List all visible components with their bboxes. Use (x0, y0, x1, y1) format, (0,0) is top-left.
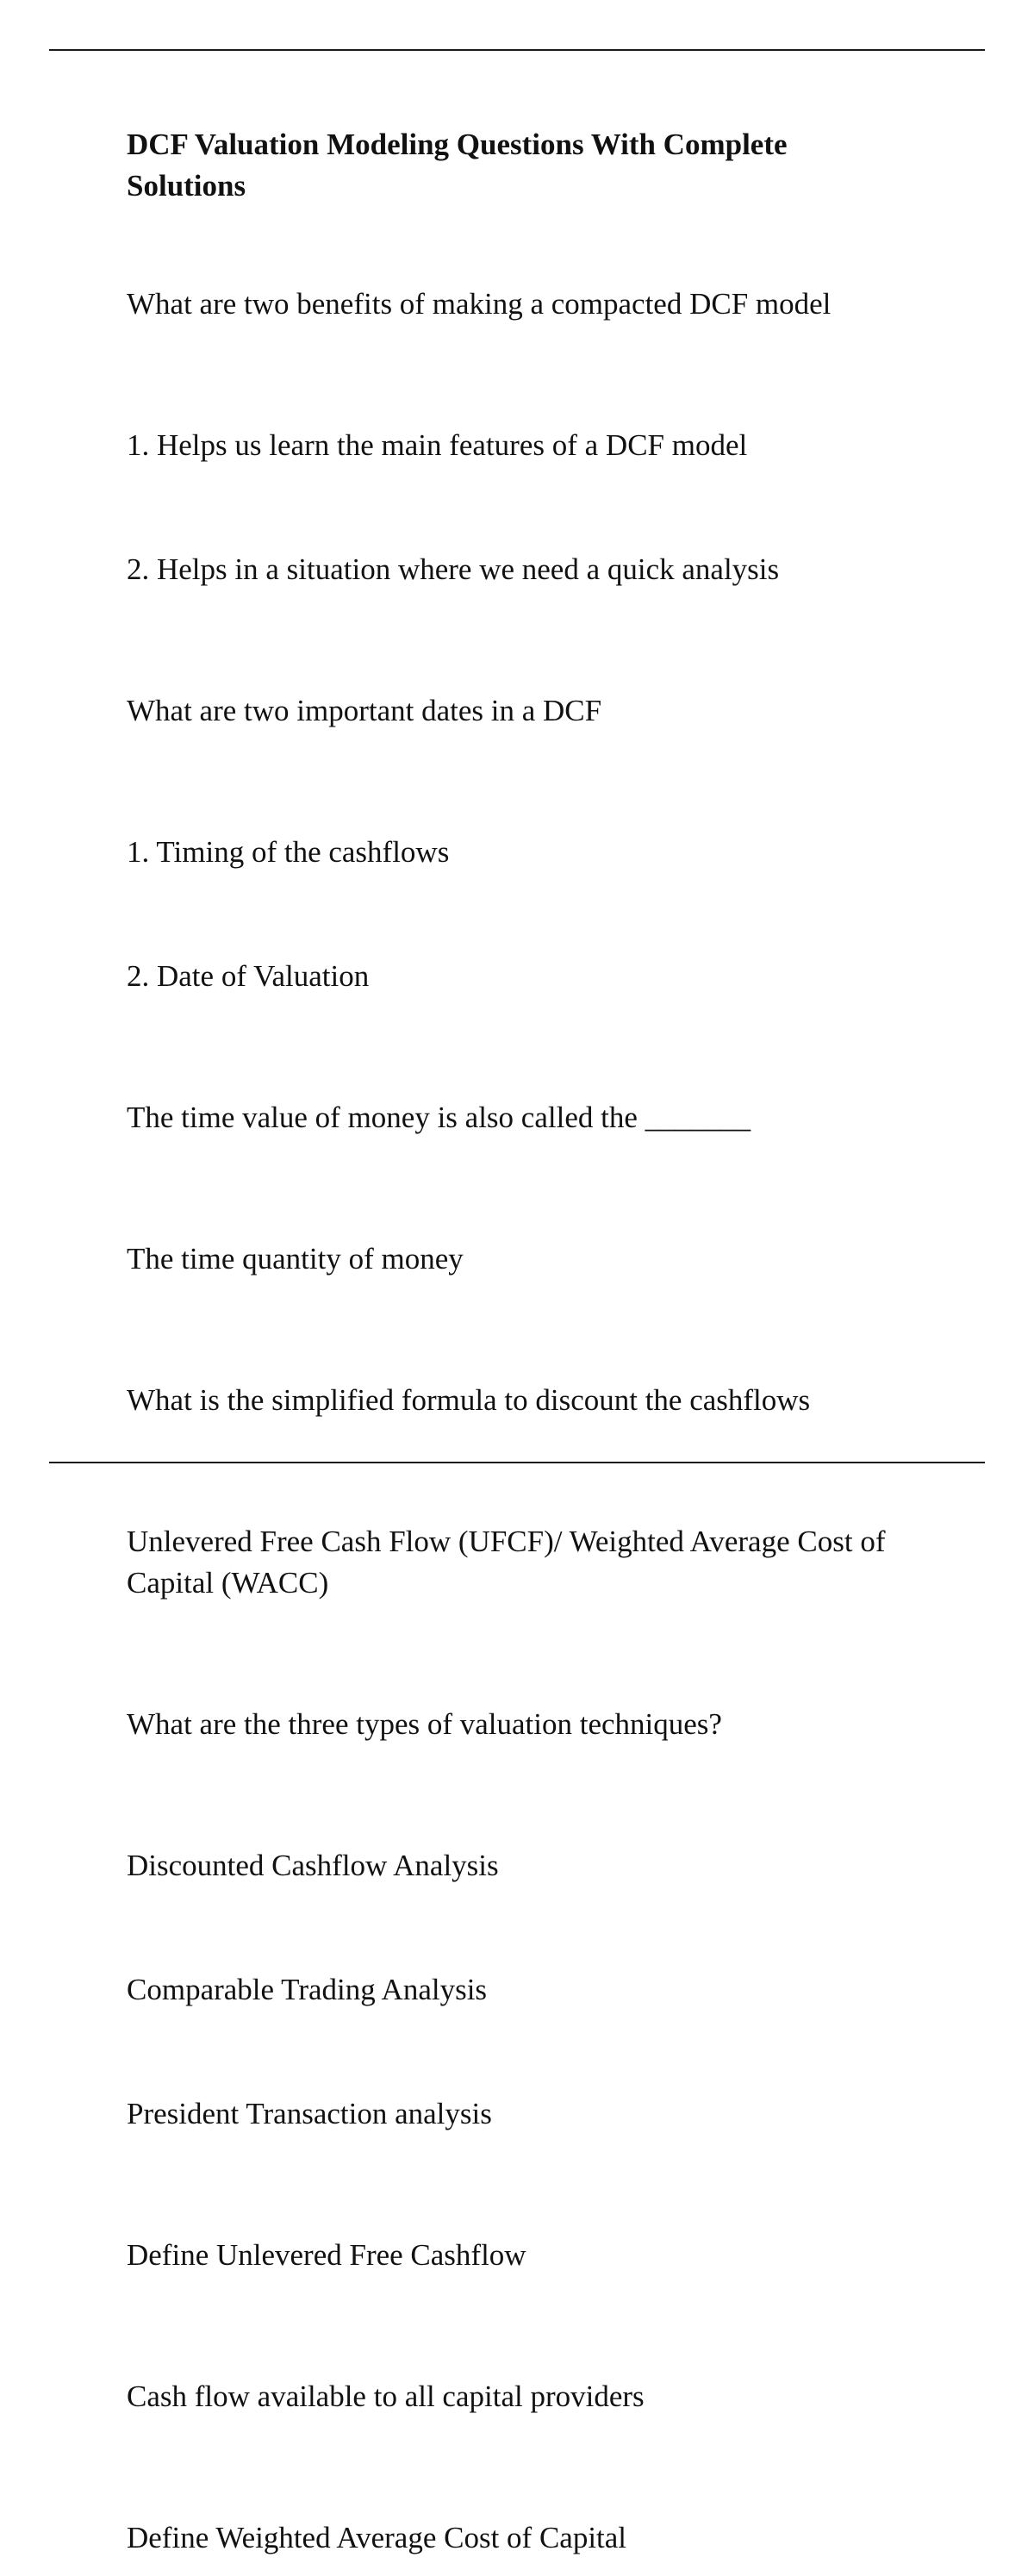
answer-5 (127, 1762, 954, 2217)
answer-line: 2. Helps in a situation where we need a quick analysis (127, 552, 780, 586)
question-3: The time value of money is also called the _______ (127, 1101, 751, 1134)
qa-list (127, 284, 954, 2576)
document-title: DCF Valuation Modeling Questions With Complete Solutions (127, 128, 788, 203)
question-4: What is the simplified formula to discount the cashflows (127, 1383, 811, 1417)
answer-line: 1. Helps us learn the main features of a DCF model (127, 428, 748, 462)
top-rule (49, 49, 985, 51)
answer-line: Cash flow available to all capital providers (127, 2380, 645, 2413)
answer-line: The time quantity of money (127, 1242, 464, 1276)
answer-line: 2. Date of Valuation (127, 959, 370, 993)
answer-1 (127, 342, 954, 673)
answer-line: President Transaction analysis (127, 2097, 492, 2130)
question-2: What are two important dates in a DCF (127, 694, 602, 727)
answer-line: Unlevered Free Cash Flow (UFCF)/ Weighted Average Cost of Capital (WACC) (127, 1525, 894, 1600)
bottom-rule (49, 1462, 985, 1463)
answer-3 (127, 1156, 954, 1363)
question-1: What are two benefits of making a compacted DCF model (127, 287, 832, 321)
answer-6 (127, 2293, 954, 2500)
answer-line: Comparable Trading Analysis (127, 1973, 488, 2006)
question-5: What are the three types of valuation techniques? (127, 1707, 722, 1741)
answer-2 (127, 749, 954, 1080)
question-7: Define Weighted Average Cost of Capital (127, 2521, 627, 2554)
question-6: Define Unlevered Free Cashflow (127, 2238, 526, 2272)
answer-line: Discounted Cashflow Analysis (127, 1849, 499, 1882)
answer-4 (127, 1438, 954, 1687)
answer-line: 1. Timing of the cashflows (127, 835, 450, 869)
